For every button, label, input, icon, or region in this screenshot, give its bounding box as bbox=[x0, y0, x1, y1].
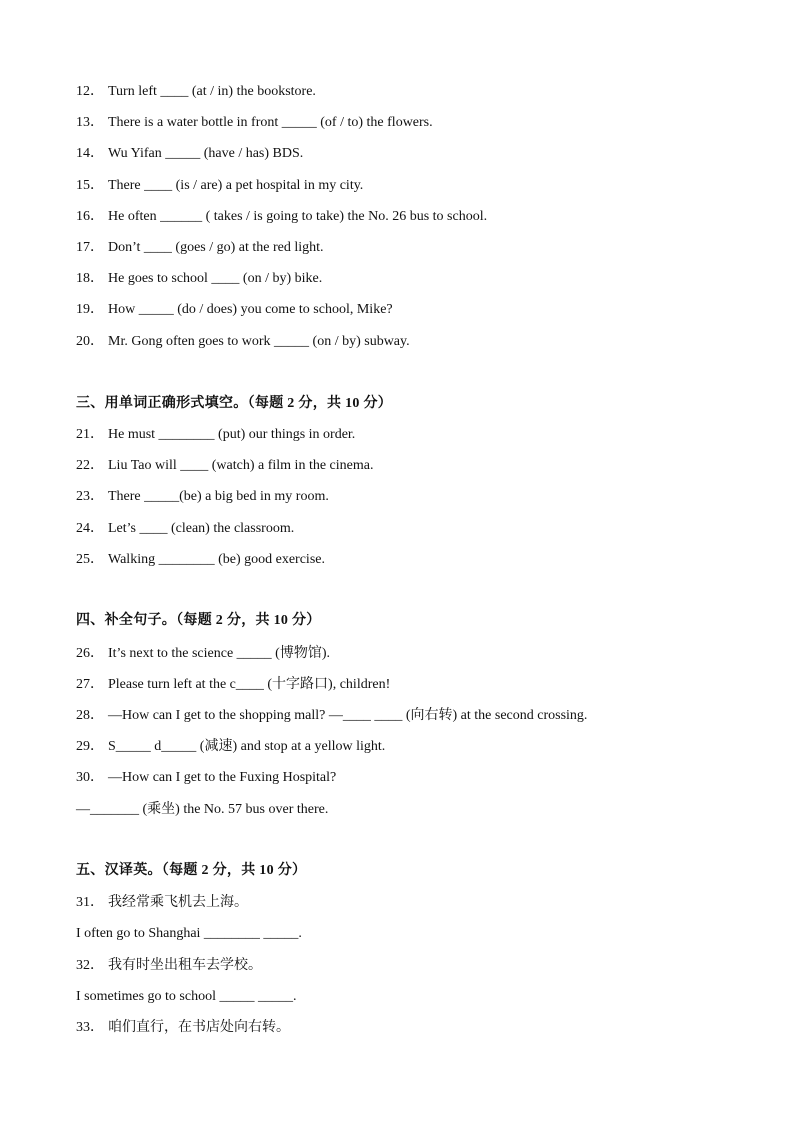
question-13 bbox=[76, 114, 433, 132]
answer-line-31: I often go to Shanghai ________ _____. bbox=[76, 926, 302, 941]
question-number: 13． bbox=[76, 115, 104, 130]
question-number: 20． bbox=[76, 334, 104, 349]
question-number: 14． bbox=[76, 146, 104, 161]
question-24 bbox=[76, 520, 294, 538]
question-text: He goes to school ____ (on / by) bike. bbox=[108, 271, 323, 286]
question-text: S_____ d_____ (减速) and stop at a yellow light. bbox=[108, 739, 386, 754]
question-text: Liu Tao will ____ (watch) a film in the cinema. bbox=[108, 458, 374, 473]
question-text: Walking ________ (be) good exercise. bbox=[108, 552, 325, 567]
question-number: 15． bbox=[76, 178, 104, 193]
question-33 bbox=[76, 1019, 290, 1037]
question-number: 32． bbox=[76, 958, 104, 973]
question-text: There is a water bottle in front _____ (of / to) the flowers. bbox=[108, 115, 433, 130]
question-18 bbox=[76, 270, 322, 288]
question-23 bbox=[76, 488, 329, 506]
question-text: —How can I get to the shopping mall? —____ ____ (向右转) at the second crossing. bbox=[108, 708, 588, 723]
question-text: He must ________ (put) our things in order. bbox=[108, 427, 356, 442]
question-number: 19． bbox=[76, 302, 104, 317]
question-text: Let’s ____ (clean) the classroom. bbox=[108, 521, 295, 536]
question-26 bbox=[76, 645, 330, 663]
question-text: There ____ (is / are) a pet hospital in my city. bbox=[108, 178, 364, 193]
question-number: 28． bbox=[76, 708, 104, 723]
question-number: 12． bbox=[76, 84, 104, 99]
question-21 bbox=[76, 426, 355, 444]
question-31 bbox=[76, 894, 248, 912]
question-number: 25． bbox=[76, 552, 104, 567]
question-19 bbox=[76, 301, 393, 319]
question-14 bbox=[76, 145, 303, 163]
question-25 bbox=[76, 551, 325, 569]
question-12 bbox=[76, 83, 316, 101]
question-17 bbox=[76, 239, 324, 257]
question-text: It’s next to the science _____ (博物馆). bbox=[108, 646, 331, 661]
question-number: 18． bbox=[76, 271, 104, 286]
question-number: 31． bbox=[76, 895, 104, 910]
question-28 bbox=[76, 707, 587, 725]
question-prompt: 我有时坐出租车去学校。 bbox=[108, 958, 262, 973]
question-number: 29． bbox=[76, 739, 104, 754]
section-4-heading: 四、补全句子。（每题 2 分，共 10 分） bbox=[76, 613, 321, 628]
question-text: Please turn left at the c____ (十字路口), children! bbox=[108, 677, 391, 692]
question-text: Don’t ____ (goes / go) at the red light. bbox=[108, 240, 324, 255]
question-15 bbox=[76, 177, 363, 195]
section-5-heading: 五、汉译英。（每题 2 分，共 10 分） bbox=[76, 863, 307, 878]
question-32 bbox=[76, 957, 262, 975]
section-3-heading: 三、用单词正确形式填空。（每题 2 分，共 10 分） bbox=[76, 396, 393, 411]
question-number: 21． bbox=[76, 427, 104, 442]
question-30-continuation: —_______ (乘坐) the No. 57 bus over there. bbox=[76, 802, 329, 817]
question-text: How _____ (do / does) you come to school, Mike? bbox=[108, 302, 393, 317]
question-prompt: 咱们直行，在书店处向右转。 bbox=[108, 1020, 290, 1035]
question-text: There _____(be) a big bed in my room. bbox=[108, 489, 329, 504]
question-number: 23． bbox=[76, 489, 104, 504]
question-number: 17． bbox=[76, 240, 104, 255]
question-number: 27． bbox=[76, 677, 104, 692]
question-text: Turn left ____ (at / in) the bookstore. bbox=[108, 84, 316, 99]
answer-line-32: I sometimes go to school _____ _____. bbox=[76, 989, 297, 1004]
question-number: 24． bbox=[76, 521, 104, 536]
question-text: Mr. Gong often goes to work _____ (on / by) subway. bbox=[108, 334, 410, 349]
question-number: 16． bbox=[76, 209, 104, 224]
question-16 bbox=[76, 208, 487, 226]
question-text: —How can I get to the Fuxing Hospital? bbox=[108, 770, 337, 785]
question-29 bbox=[76, 738, 385, 756]
question-number: 33． bbox=[76, 1020, 104, 1035]
question-text: He often ______ ( takes / is going to take) the No. 26 bus to school. bbox=[108, 209, 488, 224]
question-number: 22． bbox=[76, 458, 104, 473]
question-27 bbox=[76, 676, 390, 694]
question-20 bbox=[76, 333, 410, 351]
question-number: 30． bbox=[76, 770, 104, 785]
question-text: Wu Yifan _____ (have / has) BDS. bbox=[108, 146, 304, 161]
question-30 bbox=[76, 769, 336, 787]
question-22 bbox=[76, 457, 373, 475]
question-number: 26． bbox=[76, 646, 104, 661]
question-prompt: 我经常乘飞机去上海。 bbox=[108, 895, 248, 910]
